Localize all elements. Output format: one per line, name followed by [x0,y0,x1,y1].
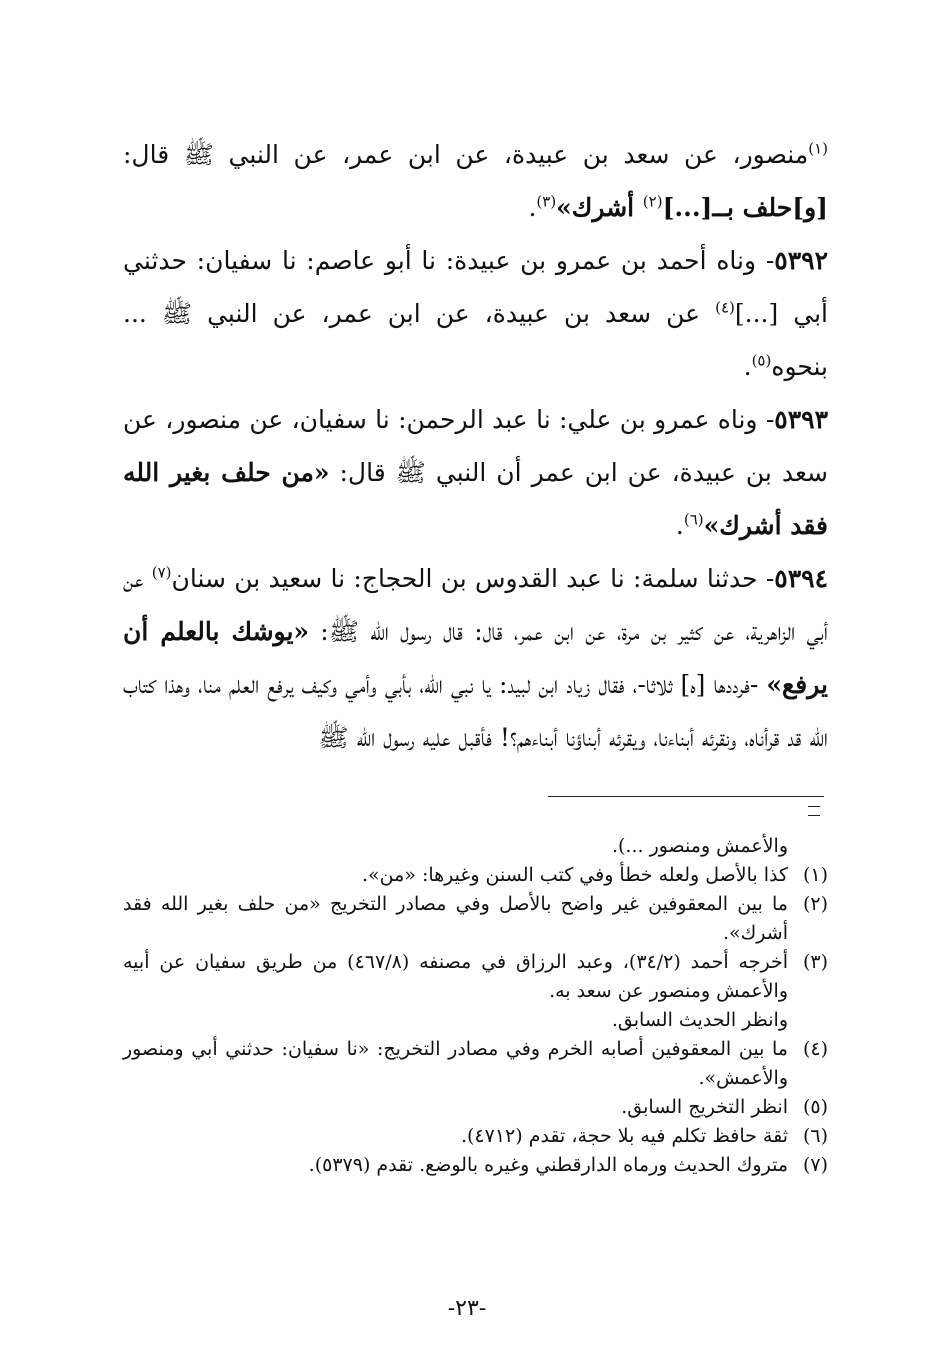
period: . [743,352,752,381]
hadith-text: عن أبي الزاهرية، عن كثير بن مرة، عن ابن عمر، قال: قال رسول الله ﷺ: [123,564,828,646]
footnote-3 [123,948,828,1035]
hadith-text: - وناه عمرو بن علي: نا عبد الرحمن: نا سفيان، عن منصور، عن سعد بن عبيدة، عن ابن عمر أن النبي ﷺ قال: [123,405,828,487]
hadith-text: - حدثنا سلمة: نا عبد القدوس بن الحجاج: نا سعيد بن سنان [171,564,775,593]
footnote-4 [123,1035,828,1093]
hadith-number: ٥٣٩٣ [774,405,828,434]
hadith-quote: «من حلف بغير الله فقد أشرك» [123,458,828,540]
footnote-7 [123,1151,828,1180]
paragraph-continuation [123,128,828,234]
footnote-5 [123,1093,828,1122]
footnote-text: ما بين المعقوفين أصابه الخرم وفي مصادر التخريج: «نا سفيان: حدثني أبي ومنصور والأعمش». [123,1038,788,1089]
text-segment-bold: حلف بــ[...] [662,193,793,222]
footnote-ref-2: (٢) [642,192,663,211]
hadith-number: ٥٣٩٤ [774,564,828,593]
footnotes [123,832,828,1180]
footnote-ref-6: (٦) [683,510,704,529]
footnote-text: انظر التخريج السابق. [621,1096,788,1118]
footnote-number: (٣) [802,951,828,973]
footnote-1 [123,861,828,890]
footnote-number: (٧) [802,1154,828,1176]
text-segment-bold: أشرك» [556,193,643,222]
footnote-separator [548,796,824,797]
footnote-ref-3: (٣) [536,192,557,211]
footnote-number: (٤) [802,1038,828,1060]
footnote-text: ثقة حافظ تكلم فيه بلا حجة، تقدم (٤٧١٢). [460,1125,788,1147]
footnote-6 [123,1122,828,1151]
hadith-text: عن سعد بن عبيدة، عن ابن عمر، عن النبي ﷺ ... بنحوه [123,299,828,381]
hadith-5394 [123,552,828,764]
footnote-number: (١) [802,864,828,886]
footnote-number: (٢) [802,893,828,915]
bracket-insert: [و] [792,193,828,222]
footnote-ref-5: (٥) [751,351,772,370]
footnote-number: (٥) [802,1096,828,1118]
period: . [528,193,537,222]
footnote-number: (٦) [802,1125,828,1147]
footnote-text: وانظر الحديث السابق. [611,1009,788,1031]
footnote-text: متروك الحديث ورماه الدارقطني وغيره بالوضع. تقدم (٥٣٧٩). [308,1154,788,1176]
footnote-ref-7: (٧) [151,563,172,582]
footnote-text: أخرجه أحمد (٣٤/٢)، وعبد الرزاق في مصنفه (٤٦٧/٨) من طريق سفيان عن أبيه والأعمش ومنصور عن سعد به. [123,951,788,1002]
hadith-number: ٥٣٩٢ [774,246,828,275]
hadith-5392 [123,234,828,393]
main-text [123,128,828,764]
footnote-continuation: والأعمش ومنصور ...). [611,835,788,857]
footnote-2 [123,890,828,948]
period: . [675,511,684,540]
text-segment: منصور، عن سعد بن عبيدة، عن ابن عمر، عن النبي ﷺ قال: [123,140,809,169]
footnote-text: كذا بالأصل ولعله خطأ وفي كتب السنن وغيرها: «من». [362,864,788,886]
continuation-mark [808,806,820,816]
page-number: -٢٣- [447,1296,487,1321]
hadith-text: -فرددها [ه] ثلاثا-، فقال زياد ابن لبيد: يا نبي الله، بأبي وأمي وكيف يرفع العلم منا، وهذا كتاب الله قد قرأناه، ونقرئه أبناءنا، ويقرئه أبناؤنا أبناءهم؟! فأقبل عليه رسول الله ﷺ [123,670,828,752]
footnote-text: ما بين المعقوفين غير واضح بالأصل وفي مصادر التخريج «من حلف بغير الله فقد أشرك». [123,893,788,944]
footnote-ref-1: (١) [808,139,828,158]
footnote-ref-4: (٤) [715,298,735,317]
hadith-quote: «يوشك بالعلم أن يرفع» [123,617,828,699]
hadith-5393 [123,393,828,552]
hadith-text: - وناه أحمد بن عمرو بن عبيدة: نا أبو عاصم: نا سفيان: حدثني أبي [...] [123,246,828,328]
